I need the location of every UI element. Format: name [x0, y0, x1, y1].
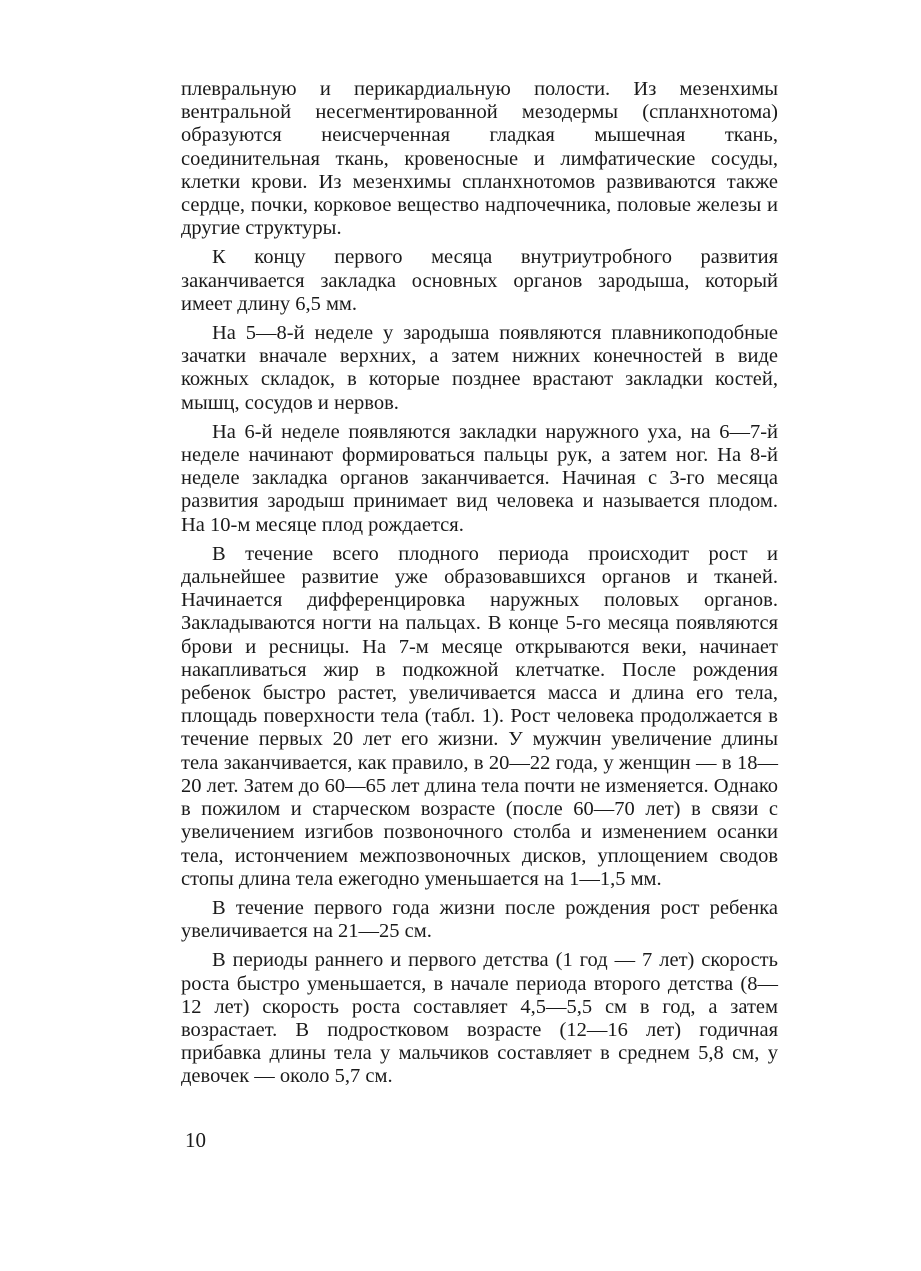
paragraph-sixth-week: На 6-й неделе появляются закладки наружного уха, на 6—7-й неделе начинают формироваться пальцы рук, а затем ног. На 8-й неделе закладка органов заканчивается. Начиная с 3-го месяца развития зародыш принимает вид человека и называется плодом. На 10-м месяце плод рождается. [181, 420, 778, 536]
page-text-block [181, 78, 778, 1095]
page-number: 10 [185, 1128, 206, 1152]
paragraph-fetal-period: В течение всего плодного периода происходит рост и дальнейшее развитие уже образовавшихся органов и тканей. Начинается дифференцировка наружных половых органов. Закладываются ногти на пальцах. В конце 5-го месяца появляются брови и ресницы. На 7-м месяце открываются веки, начинает накапливаться жир в подкожной клетчатке. После рождения ребенок быстро растет, увеличивается масса и длина его тела, площадь поверхности тела (табл. 1). Рост человека продолжается в течение первых 20 лет его жизни. У мужчин увеличение длины тела заканчивается, как правило, в 20—22 года, у женщин — в 18—20 лет. Затем до 60—65 лет длина тела почти не изменяется. Однако в пожилом и старческом возрасте (после 60—70 лет) в связи с увеличением изгибов позвоночного столба и изменением осанки тела, истончением межпозвоночных дисков, уплощением сводов стопы длина тела ежегодно уменьшается на 1—1,5 мм. [181, 542, 778, 890]
paragraph-first-month: К концу первого месяца внутриутробного развития заканчивается закладка основных органов зародыша, который имеет длину 6,5 мм. [181, 246, 778, 315]
paragraph-continued: плевральную и перикардиальную полости. Из мезенхимы вентральной несегментированной мезодермы (спланхнотома) образуются неисчерченная гладкая мышечная ткань, соединительная ткань, кровеносные и лимфатические сосуды, клетки крови. Из мезенхимы спланхнотомов развиваются также сердце, почки, корковое вещество надпочечника, половые железы и другие структуры. [181, 78, 778, 240]
paragraph-limbs: На 5—8-й неделе у зародыша появляются плавникоподобные зачатки вначале верхних, а затем нижних конечностей в виде кожных складок, в которые позднее врастают закладки костей, мышц, сосудов и нервов. [181, 322, 778, 414]
paragraph-first-year: В течение первого года жизни после рождения рост ребенка увеличивается на 21—25 см. [181, 896, 778, 943]
paragraph-childhood: В периоды раннего и первого детства (1 год — 7 лет) скорость роста быстро уменьшается, в начале периода второго детства (8—12 лет) скорость роста составляет 4,5—5,5 см в год, а затем возрастает. В подростковом возрасте (12—16 лет) годичная прибавка длины тела у мальчиков составляет в среднем 5,8 см, у девочек — около 5,7 см. [181, 949, 778, 1088]
